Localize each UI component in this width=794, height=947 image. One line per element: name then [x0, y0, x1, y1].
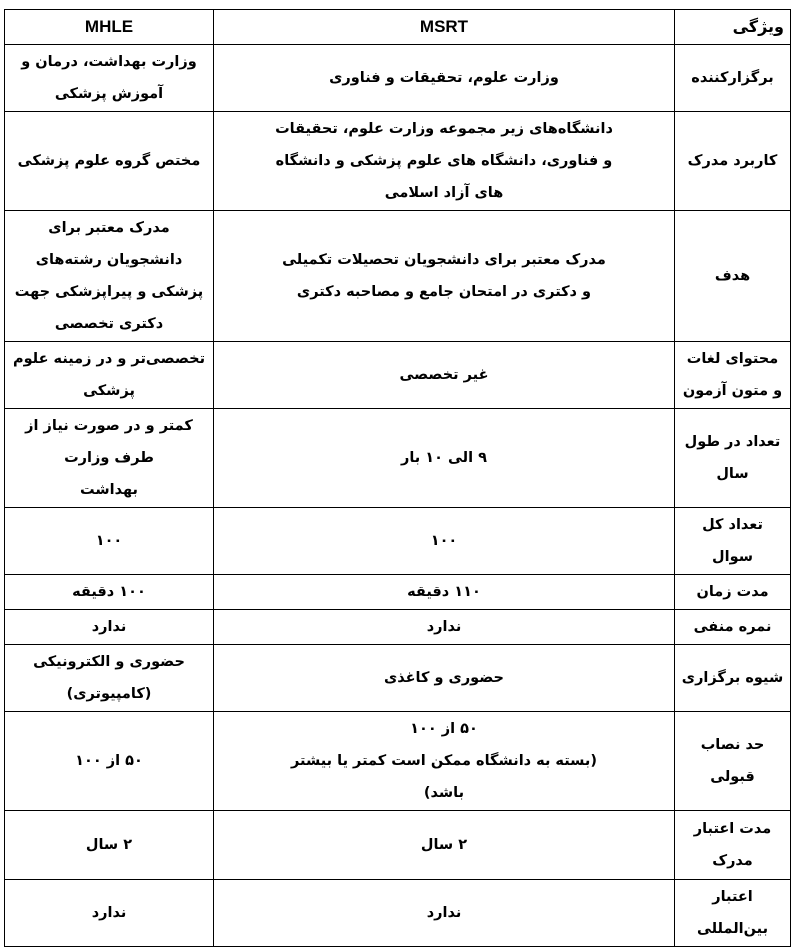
mhle-cell-line: ۲ سال — [85, 837, 133, 853]
table-row-frequency-per-year — [5, 409, 791, 508]
msrt-cell — [214, 880, 675, 947]
msrt-cell — [214, 211, 675, 342]
msrt-cell-line: ۵۰ از ۱۰۰ — [410, 721, 478, 737]
feature-cell-line: تعداد در طول — [684, 434, 781, 450]
table-row-certificate-validity — [5, 811, 791, 880]
mhle-cell-line: بهداشت — [80, 482, 138, 498]
feature-cell-line: برگزارکننده — [691, 70, 774, 86]
mhle-cell — [5, 811, 214, 880]
mhle-cell — [5, 112, 214, 211]
msrt-cell — [214, 645, 675, 712]
table-row-duration — [5, 575, 791, 610]
mhle-cell — [5, 880, 214, 947]
table-row-exam-format — [5, 645, 791, 712]
feature-cell-line: قبولی — [710, 769, 755, 785]
msrt-cell-line: ۹ الی ۱۰ بار — [400, 450, 488, 466]
msrt-cell — [214, 575, 675, 610]
header-mhle: MHLE — [5, 10, 214, 45]
feature-cell — [675, 811, 791, 880]
mhle-cell — [5, 211, 214, 342]
msrt-cell-line: ۱۱۰ دقیقه — [407, 584, 481, 600]
mhle-cell-line: تخصصی‌تر و در زمینه علوم پزشکی — [12, 351, 206, 399]
table-row-international-validity — [5, 880, 791, 947]
msrt-cell — [214, 342, 675, 409]
msrt-cell-line: و فناوری، دانشگاه های علوم پزشکی و دانشگاه — [275, 153, 613, 169]
msrt-cell-line: (بسته به دانشگاه ممکن است کمتر یا بیشتر — [291, 753, 597, 769]
table-row-total-questions — [5, 508, 791, 575]
mhle-cell — [5, 575, 214, 610]
mhle-cell — [5, 610, 214, 645]
mhle-cell — [5, 409, 214, 508]
msrt-cell-line: دانشگاه‌های زیر مجموعه وزارت علوم، تحقیقات — [275, 121, 613, 137]
mhle-cell-line: مختص گروه علوم پزشکی — [17, 153, 201, 169]
msrt-cell — [214, 811, 675, 880]
mhle-cell — [5, 45, 214, 112]
feature-cell-line: کاربرد مدرک — [687, 153, 778, 169]
feature-cell — [675, 342, 791, 409]
feature-cell — [675, 712, 791, 811]
table-row-passing-score — [5, 712, 791, 811]
msrt-cell-line: غیر تخصصی — [399, 367, 489, 383]
feature-cell — [675, 45, 791, 112]
feature-cell-line: هدف — [714, 268, 751, 284]
feature-cell — [675, 645, 791, 712]
msrt-cell-line: باشد) — [423, 785, 465, 801]
table-row-vocabulary-content — [5, 342, 791, 409]
msrt-cell-line: ندارد — [426, 905, 462, 921]
table-row-organizer — [5, 45, 791, 112]
table-row-certificate-usage — [5, 112, 791, 211]
msrt-cell-line: ۱۰۰ — [430, 533, 458, 549]
table-row-negative-marking — [5, 610, 791, 645]
mhle-cell-line: ۱۰۰ — [95, 533, 123, 549]
mhle-cell-line: پزشکی و پیراپزشکی جهت دکتری تخصصی — [14, 284, 204, 332]
feature-cell-line: اعتبار — [712, 889, 753, 905]
feature-cell-line: حد نصاب — [700, 737, 765, 753]
feature-cell — [675, 112, 791, 211]
comparison-table — [4, 9, 791, 947]
feature-cell-line: شیوه برگزاری — [681, 670, 784, 686]
table-body — [5, 45, 791, 947]
feature-cell-line: تعداد کل — [702, 517, 763, 533]
msrt-cell — [214, 45, 675, 112]
feature-cell-line: محتوای لغات — [686, 351, 779, 367]
mhle-cell — [5, 342, 214, 409]
feature-cell — [675, 211, 791, 342]
header-row — [5, 10, 791, 45]
mhle-cell-line: ۵۰ از ۱۰۰ — [75, 753, 143, 769]
feature-cell — [675, 575, 791, 610]
mhle-cell-line: کمتر و در صورت نیاز از طرف وزارت — [25, 418, 193, 466]
mhle-cell-line: ندارد — [91, 619, 127, 635]
mhle-cell-line: مدرک معتبر برای دانشجویان رشته‌های — [35, 220, 183, 268]
mhle-cell-line: حضوری و الکترونیکی (کامپیوتری) — [33, 654, 185, 702]
table-row-purpose — [5, 211, 791, 342]
msrt-cell — [214, 508, 675, 575]
msrt-cell-line: وزارت علوم، تحقیقات و فناوری — [329, 70, 559, 86]
msrt-cell-line: حضوری و کاغذی — [383, 670, 505, 686]
msrt-cell-line: مدرک معتبر برای دانشجویان تحصیلات تکمیلی — [282, 252, 606, 268]
header-msrt: MSRT — [214, 10, 675, 45]
feature-cell-line: مدرک — [712, 853, 753, 869]
feature-cell-line: سال — [716, 466, 749, 482]
msrt-cell-line: و دکتری در امتحان جامع و مصاحبه دکتری — [296, 284, 592, 300]
feature-cell — [675, 508, 791, 575]
msrt-cell — [214, 409, 675, 508]
msrt-cell-line: ۲ سال — [420, 837, 468, 853]
feature-cell-line: و متون آزمون — [682, 383, 783, 399]
msrt-cell — [214, 112, 675, 211]
mhle-cell-line: ۱۰۰ دقیقه — [72, 584, 146, 600]
mhle-cell — [5, 645, 214, 712]
msrt-cell-line: ندارد — [426, 619, 462, 635]
feature-cell — [675, 880, 791, 947]
msrt-cell-line: های آزاد اسلامی — [384, 185, 504, 201]
msrt-cell — [214, 610, 675, 645]
mhle-cell-line: ندارد — [91, 905, 127, 921]
feature-cell — [675, 409, 791, 508]
feature-cell-line: نمره منفی — [693, 619, 772, 635]
feature-cell-line: مدت زمان — [696, 584, 769, 600]
feature-cell-line: سوال — [712, 549, 753, 565]
mhle-cell-line: وزارت بهداشت، درمان و آموزش پزشکی — [21, 54, 197, 102]
mhle-cell — [5, 712, 214, 811]
msrt-cell — [214, 712, 675, 811]
mhle-cell — [5, 508, 214, 575]
feature-cell-line: مدت اعتبار — [693, 821, 772, 837]
feature-cell-line: بین‌المللی — [696, 921, 769, 937]
header-feature: ویژگی — [675, 10, 791, 45]
feature-cell — [675, 610, 791, 645]
